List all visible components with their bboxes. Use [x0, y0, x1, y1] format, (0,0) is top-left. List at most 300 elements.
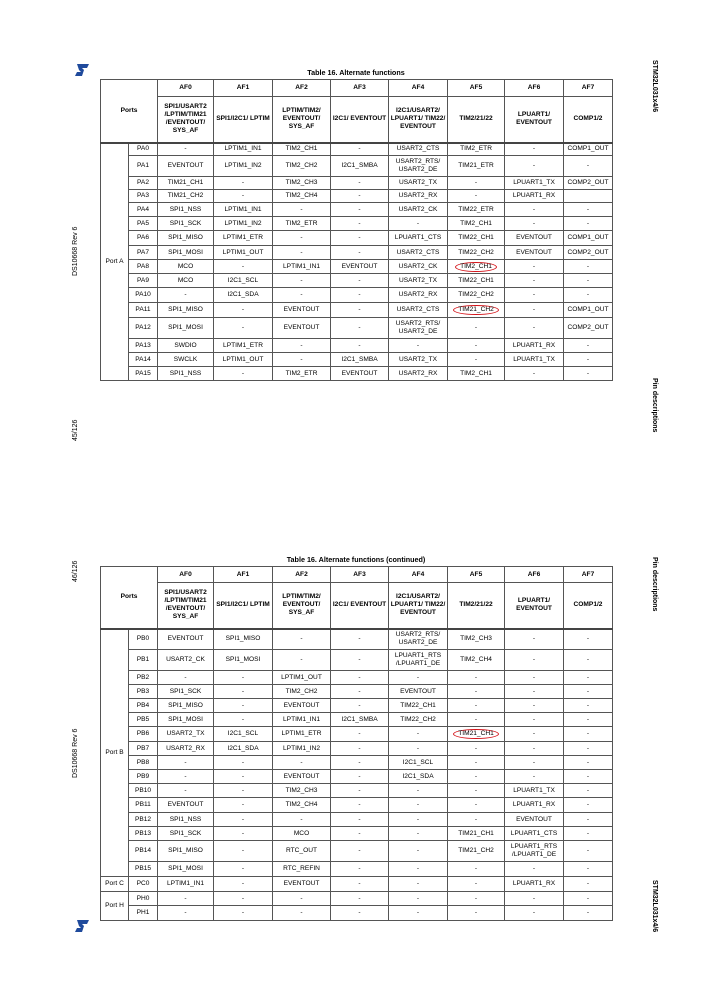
af-cell — [448, 260, 505, 274]
pin-name: PC0 — [129, 877, 158, 892]
af-cell: - — [389, 862, 448, 877]
af-cell: LPTIM1_IN1 — [214, 143, 273, 156]
af-header: AF4 — [389, 567, 448, 583]
af-cell: - — [331, 318, 389, 339]
af-cell: - — [505, 274, 564, 288]
af-cell: - — [331, 177, 389, 190]
table-row — [101, 699, 613, 713]
af-subheader: LPUART1/ EVENTOUT — [505, 583, 564, 629]
af-header: AF1 — [214, 567, 273, 583]
af-cell: - — [448, 798, 505, 813]
af-cell: - — [448, 671, 505, 685]
pin-name: PB9 — [129, 770, 158, 784]
af-cell: SPI1_NSS — [158, 813, 214, 827]
af-cell: - — [505, 629, 564, 650]
table-row — [101, 143, 613, 156]
af-cell: - — [564, 892, 613, 906]
af-cell: I2C1_SCL — [389, 756, 448, 770]
pin-name: PB11 — [129, 798, 158, 813]
af-cell: USART2_CTS — [389, 143, 448, 156]
af-cell: USART2_RX — [389, 190, 448, 203]
table-row — [101, 892, 613, 906]
af-cell: - — [564, 699, 613, 713]
af-cell: - — [273, 339, 331, 353]
table-row — [101, 906, 613, 921]
af-cell: - — [214, 190, 273, 203]
af-cell: TIM21_CH1 — [448, 827, 505, 841]
doc-id: DS10668 Rev 6 — [72, 728, 79, 778]
af-cell: - — [331, 217, 389, 231]
af-cell: - — [331, 203, 389, 217]
af-subheader: SPI1/USART2 /LPTIM/TIM21 /EVENTOUT/ SYS_AF — [158, 583, 214, 629]
af-cell: - — [158, 756, 214, 770]
table-row — [101, 877, 613, 892]
af-cell: - — [505, 862, 564, 877]
table-title: Table 16. Alternate functions — [307, 68, 405, 77]
af-cell: EVENTOUT — [273, 770, 331, 784]
af-cell: - — [505, 143, 564, 156]
af-cell: - — [564, 650, 613, 671]
af-cell: LPUART1_CTS — [389, 231, 448, 246]
af-subheader: LPTIM/TIM2/ EVENTOUT/ SYS_AF — [273, 97, 331, 143]
table-row — [101, 367, 613, 381]
af-cell: - — [564, 203, 613, 217]
af-cell: - — [273, 288, 331, 303]
af-cell: - — [331, 231, 389, 246]
af-cell: COMP2_OUT — [564, 246, 613, 260]
af-header: AF4 — [389, 80, 448, 97]
pin-name: PB4 — [129, 699, 158, 713]
af-cell: COMP1_OUT — [564, 231, 613, 246]
af-cell: - — [273, 906, 331, 921]
af-cell: - — [505, 671, 564, 685]
page-number: 45/126 — [72, 419, 79, 441]
af-cell: USART2_TX — [389, 353, 448, 367]
af-cell: TIM2_CH4 — [273, 190, 331, 203]
af-cell: - — [331, 906, 389, 921]
port-label: Port B — [101, 629, 129, 877]
af-cell: - — [448, 177, 505, 190]
pin-name: PB13 — [129, 827, 158, 841]
af-cell: - — [389, 727, 448, 742]
af-cell: LPTIM1_IN1 — [214, 203, 273, 217]
af-cell: LPUART1_RTS /LPUART1_DE — [505, 841, 564, 862]
af-cell: - — [389, 827, 448, 841]
af-cell: - — [389, 784, 448, 798]
af-cell: - — [214, 784, 273, 798]
af-cell: USART2_CTS — [389, 303, 448, 318]
pin-name: PA2 — [129, 177, 158, 190]
af-cell: SPI1_SCK — [158, 827, 214, 841]
af-cell: - — [273, 353, 331, 367]
af-cell: COMP1_OUT — [564, 143, 613, 156]
af-cell: EVENTOUT — [331, 367, 389, 381]
af-cell: - — [331, 143, 389, 156]
af-cell: - — [505, 156, 564, 177]
af-cell: SPI1_MISO — [214, 629, 273, 650]
st-logo-icon — [74, 918, 90, 934]
af-cell: I2C1_SCL — [214, 727, 273, 742]
af-cell: - — [331, 756, 389, 770]
af-cell: SPI1_SCK — [158, 685, 214, 699]
table-row — [101, 231, 613, 246]
af-cell: - — [331, 629, 389, 650]
af-cell: TIM22_CH1 — [448, 274, 505, 288]
table-title: Table 16. Alternate functions (continued) — [286, 555, 426, 564]
af-cell: - — [331, 784, 389, 798]
ports-header: Ports — [101, 567, 158, 629]
af-cell: TIM2_ETR — [448, 143, 505, 156]
af-cell: LPTIM1_ETR — [214, 231, 273, 246]
af-cell: - — [564, 274, 613, 288]
af-cell: - — [158, 288, 214, 303]
af-cell: USART2_RTS/ USART2_DE — [389, 318, 448, 339]
af-cell: I2C1_SDA — [214, 742, 273, 756]
af-cell: TIM22_CH1 — [389, 699, 448, 713]
af-cell: SPI1_MOSI — [158, 246, 214, 260]
af-cell: - — [389, 906, 448, 921]
af-header: AF0 — [158, 80, 214, 97]
pin-name: PA4 — [129, 203, 158, 217]
af-header: AF5 — [448, 80, 505, 97]
af-cell: TIM2_CH3 — [448, 629, 505, 650]
af-cell: LPTIM1_ETR — [273, 727, 331, 742]
af-cell: - — [331, 727, 389, 742]
table-row — [101, 246, 613, 260]
table-body — [101, 143, 613, 381]
st-logo-icon — [74, 62, 90, 78]
af-cell: LPTIM1_IN1 — [273, 260, 331, 274]
af-cell: SPI1_MISO — [158, 841, 214, 862]
af-cell: LPUART1_TX — [505, 177, 564, 190]
af-cell: - — [158, 892, 214, 906]
af-cell: LPUART1_TX — [505, 784, 564, 798]
af-cell: TIM2_ETR — [273, 367, 331, 381]
af-cell: - — [331, 274, 389, 288]
af-subheader: SPI1/I2C1/ LPTIM — [214, 583, 273, 629]
af-cell: EVENTOUT — [505, 813, 564, 827]
af-header: AF2 — [273, 80, 331, 97]
af-cell: TIM21_ETR — [448, 156, 505, 177]
pin-name: PB2 — [129, 671, 158, 685]
af-cell: - — [564, 671, 613, 685]
af-cell: - — [564, 156, 613, 177]
af-cell: - — [505, 770, 564, 784]
af-cell: - — [448, 685, 505, 699]
af-cell: - — [273, 629, 331, 650]
af-cell: - — [331, 770, 389, 784]
table-row — [101, 784, 613, 798]
af-cell: SPI1_NSS — [158, 367, 214, 381]
pin-name: PA5 — [129, 217, 158, 231]
af-subheader: SPI1/I2C1/ LPTIM — [214, 97, 273, 143]
af-cell: TIM22_CH1 — [448, 231, 505, 246]
af-cell: - — [505, 217, 564, 231]
af-cell: - — [331, 892, 389, 906]
af-cell: - — [564, 713, 613, 727]
af-cell: - — [505, 260, 564, 274]
af-cell: EVENTOUT — [273, 303, 331, 318]
af-cell: COMP2_OUT — [564, 318, 613, 339]
af-cell: - — [505, 742, 564, 756]
af-cell: TIM2_CH1 — [448, 217, 505, 231]
af-cell: - — [564, 784, 613, 798]
af-cell: - — [564, 770, 613, 784]
table-row — [101, 353, 613, 367]
pin-name: PH0 — [129, 892, 158, 906]
af-cell: - — [331, 841, 389, 862]
highlighted-function: TIM21_CH2 — [453, 305, 499, 315]
af-cell: EVENTOUT — [273, 699, 331, 713]
af-cell: - — [505, 650, 564, 671]
af-cell: - — [158, 784, 214, 798]
af-header: AF2 — [273, 567, 331, 583]
af-cell: USART2_CK — [389, 203, 448, 217]
af-cell: LPUART1_CTS — [505, 827, 564, 841]
af-cell: - — [564, 827, 613, 841]
af-cell: TIM22_CH2 — [448, 288, 505, 303]
af-cell: - — [448, 770, 505, 784]
pin-name: PB10 — [129, 784, 158, 798]
af-cell: - — [505, 727, 564, 742]
af-cell: SWDIO — [158, 339, 214, 353]
af-subheader: LPTIM/TIM2/ EVENTOUT/ SYS_AF — [273, 583, 331, 629]
af-cell: I2C1_SMBA — [331, 713, 389, 727]
pin-name: PA6 — [129, 231, 158, 246]
pin-name: PA0 — [129, 143, 158, 156]
af-cell: TIM2_CH1 — [273, 143, 331, 156]
af-cell: TIM2_CH2 — [273, 156, 331, 177]
af-cell: USART2_TX — [389, 274, 448, 288]
af-cell: LPUART1_RX — [505, 339, 564, 353]
pin-name: PA3 — [129, 190, 158, 203]
af-subheader: COMP1/2 — [564, 583, 613, 629]
af-cell: EVENTOUT — [273, 318, 331, 339]
af-cell: USART2_CK — [389, 260, 448, 274]
af-cell: - — [214, 367, 273, 381]
port-label: Port H — [101, 892, 129, 921]
af-cell: - — [389, 798, 448, 813]
af-cell: EVENTOUT — [389, 685, 448, 699]
af-header: AF6 — [505, 80, 564, 97]
af-cell: LPUART1_RTS /LPUART1_DE — [389, 650, 448, 671]
pin-name: PA15 — [129, 367, 158, 381]
af-cell: - — [389, 877, 448, 892]
pin-name: PB12 — [129, 813, 158, 827]
af-cell: SPI1_MISO — [158, 231, 214, 246]
af-subheader: I2C1/ EVENTOUT — [331, 583, 389, 629]
af-cell: - — [448, 906, 505, 921]
af-cell: - — [564, 260, 613, 274]
af-cell: SPI1_MOSI — [158, 862, 214, 877]
af-cell: - — [505, 203, 564, 217]
af-cell: LPUART1_RX — [505, 190, 564, 203]
af-cell: - — [448, 318, 505, 339]
af-cell: - — [331, 877, 389, 892]
af-cell: LPTIM1_IN1 — [273, 713, 331, 727]
af-cell: COMP1_OUT — [564, 303, 613, 318]
af-cell: - — [331, 671, 389, 685]
af-cell: LPTIM1_IN1 — [158, 877, 214, 892]
pin-name: PB8 — [129, 756, 158, 770]
table-row — [101, 770, 613, 784]
af-cell: - — [564, 217, 613, 231]
table-row — [101, 742, 613, 756]
pin-name: PH1 — [129, 906, 158, 921]
af-cell: MCO — [273, 827, 331, 841]
af-cell: USART2_TX — [389, 177, 448, 190]
af-cell: - — [214, 827, 273, 841]
af-cell: RTC_OUT — [273, 841, 331, 862]
af-cell: SPI1_NSS — [158, 203, 214, 217]
pin-name: PB14 — [129, 841, 158, 862]
af-cell: - — [448, 339, 505, 353]
af-cell: - — [273, 246, 331, 260]
af-cell: - — [389, 742, 448, 756]
highlighted-function: TIM21_CH1 — [453, 729, 499, 739]
af-cell: - — [331, 862, 389, 877]
af-cell: - — [505, 288, 564, 303]
af-cell: - — [331, 813, 389, 827]
af-cell: - — [273, 813, 331, 827]
af-cell: - — [389, 813, 448, 827]
af-cell: USART2_CTS — [389, 246, 448, 260]
af-cell: - — [505, 699, 564, 713]
table-row — [101, 713, 613, 727]
af-cell: I2C1_SMBA — [331, 156, 389, 177]
af-cell: - — [331, 742, 389, 756]
ports-header: Ports — [101, 80, 158, 143]
af-header: AF0 — [158, 567, 214, 583]
af-header: AF3 — [331, 80, 389, 97]
table-row — [101, 727, 613, 742]
af-subheader: TIM2/21/22 — [448, 583, 505, 629]
af-cell: - — [214, 892, 273, 906]
af-cell: - — [214, 685, 273, 699]
af-cell: - — [505, 318, 564, 339]
pin-name: PB7 — [129, 742, 158, 756]
af-cell: - — [564, 756, 613, 770]
table-row — [101, 685, 613, 699]
af-cell: TIM2_ETR — [273, 217, 331, 231]
af-cell: - — [505, 303, 564, 318]
af-cell: - — [158, 770, 214, 784]
af-cell: I2C1_SDA — [389, 770, 448, 784]
af-cell: - — [214, 877, 273, 892]
af-cell: I2C1_SMBA — [331, 353, 389, 367]
af-cell: - — [214, 798, 273, 813]
af-cell: - — [564, 813, 613, 827]
af-cell: - — [389, 339, 448, 353]
af-cell: - — [448, 353, 505, 367]
af-header: AF7 — [564, 567, 613, 583]
af-cell: TIM22_ETR — [448, 203, 505, 217]
af-cell: - — [214, 713, 273, 727]
af-cell: - — [448, 699, 505, 713]
af-cell: SPI1_MOSI — [158, 713, 214, 727]
af-cell — [564, 190, 613, 203]
af-cell: - — [564, 288, 613, 303]
af-cell: - — [273, 231, 331, 246]
af-cell: USART2_RX — [389, 288, 448, 303]
af-subheader: SPI1/USART2 /LPTIM/TIM21 /EVENTOUT/ SYS_AF — [158, 97, 214, 143]
af-cell: SPI1_MOSI — [158, 318, 214, 339]
af-cell: - — [448, 862, 505, 877]
af-cell: TIM2_CH1 — [448, 367, 505, 381]
af-cell: TIM2_CH3 — [273, 784, 331, 798]
af-cell: - — [505, 756, 564, 770]
af-cell: LPTIM1_IN2 — [214, 217, 273, 231]
highlighted-function: TIM2_CH1 — [455, 262, 497, 272]
table-row — [101, 629, 613, 650]
af-subheader: I2C1/USART2/ LPUART1/ TIM22/ EVENTOUT — [389, 583, 448, 629]
pin-name: PB5 — [129, 713, 158, 727]
af-cell: - — [564, 339, 613, 353]
table-row — [101, 203, 613, 217]
table-row — [101, 274, 613, 288]
af-cell: - — [389, 217, 448, 231]
af-cell: - — [331, 303, 389, 318]
af-cell: - — [448, 742, 505, 756]
af-cell: - — [214, 318, 273, 339]
pin-name: PA7 — [129, 246, 158, 260]
af-cell: TIM22_CH2 — [448, 246, 505, 260]
af-cell: - — [505, 892, 564, 906]
af-cell: - — [389, 892, 448, 906]
af-cell: SPI1_SCK — [158, 217, 214, 231]
af-cell: - — [214, 862, 273, 877]
product-name: STM32L031x4/6 — [651, 880, 658, 933]
af-cell: LPUART1_RX — [505, 798, 564, 813]
af-cell: TIM21_CH1 — [158, 177, 214, 190]
af-cell: SWCLK — [158, 353, 214, 367]
af-cell: - — [214, 260, 273, 274]
af-cell: - — [331, 699, 389, 713]
af-cell: - — [448, 784, 505, 798]
table-row — [101, 862, 613, 877]
af-cell: SPI1_MISO — [158, 303, 214, 318]
af-cell: LPTIM1_OUT — [214, 246, 273, 260]
af-cell: SPI1_MISO — [158, 699, 214, 713]
af-cell: - — [158, 671, 214, 685]
af-cell: - — [331, 650, 389, 671]
table-row — [101, 339, 613, 353]
af-cell: - — [505, 367, 564, 381]
af-cell: - — [564, 629, 613, 650]
table-body — [101, 629, 613, 921]
af-cell: RTC_REFIN — [273, 862, 331, 877]
af-cell: USART2_RX — [158, 742, 214, 756]
pin-name: PA10 — [129, 288, 158, 303]
af-cell: - — [214, 671, 273, 685]
af-cell: - — [273, 892, 331, 906]
table-row — [101, 813, 613, 827]
af-cell — [448, 303, 505, 318]
af-cell: USART2_CK — [158, 650, 214, 671]
af-cell: COMP2_OUT — [564, 177, 613, 190]
af-cell: - — [331, 685, 389, 699]
pin-name: PB6 — [129, 727, 158, 742]
af-cell: - — [448, 190, 505, 203]
alternate-functions-table — [100, 79, 613, 381]
af-cell: LPUART1_RX — [505, 877, 564, 892]
table-row — [101, 798, 613, 813]
af-cell: MCO — [158, 260, 214, 274]
af-cell: LPTIM1_IN2 — [214, 156, 273, 177]
doc-id: DS10668 Rev 6 — [72, 226, 79, 276]
af-cell: - — [505, 906, 564, 921]
page-number: 46/126 — [72, 560, 79, 582]
